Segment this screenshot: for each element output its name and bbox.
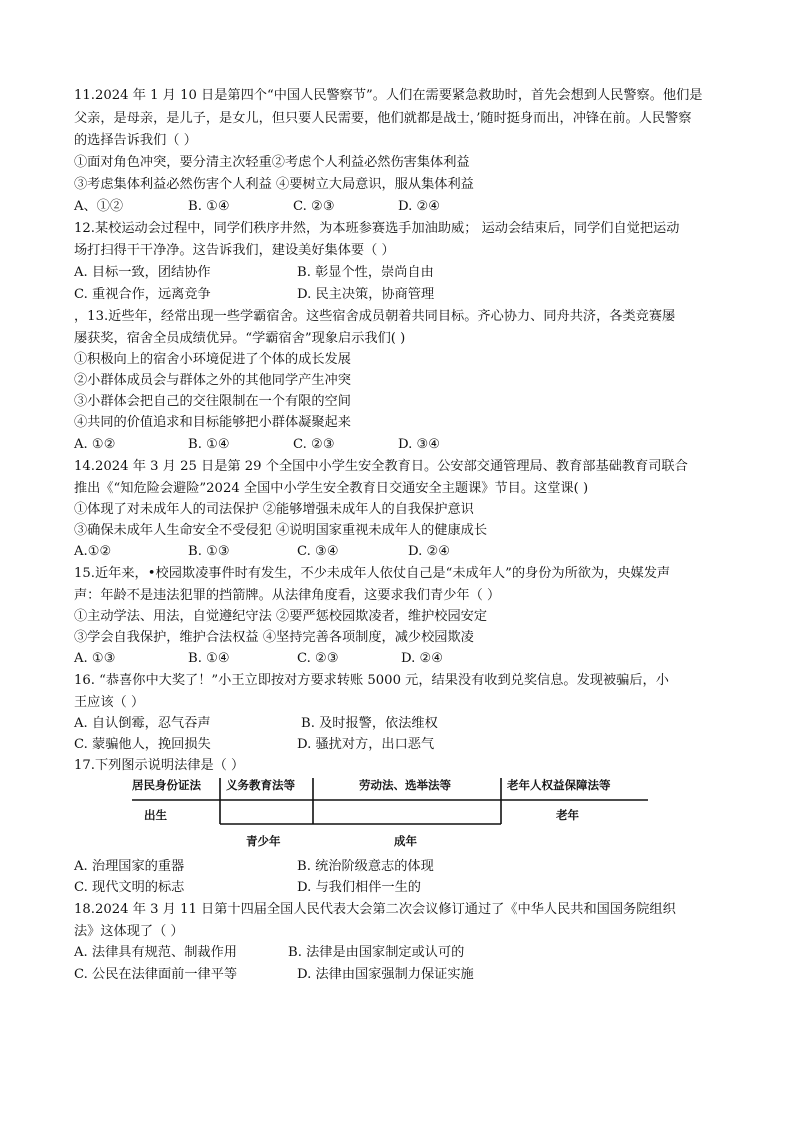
q11-line-2: 父亲，是母亲，是儿子，是女儿，但只要人民需要，他们就都是战士，’随时挺身而出，冲锋在前。人民警察 xyxy=(74,111,692,126)
law-life-timeline-diagram xyxy=(132,776,652,852)
q14-line-2: 推出《“知危险会避险”2024 全国中小学生安全教育日交通安全主题课》节目。这堂课( ) xyxy=(74,481,589,496)
q14-statements-2: ③确保未成年人生命安全不受侵犯 ④说明国家重视未成年人的健康成长 xyxy=(74,523,488,538)
q13-option-d: D. ③④ xyxy=(398,437,441,452)
q18-line-1: 18.2024 年 3 月 11 日第十四届全国人民代表大会第二次会议修订通过了《中华人民共和国国务院组织 xyxy=(74,902,676,917)
q16-option-a: A. 自认倒霉，忍气吞声 xyxy=(74,716,211,731)
q11-option-c: C. ②③ xyxy=(293,199,335,214)
q15-line-2: 声：年龄不是违法犯罪的挡箭牌。从法律角度看，这要求我们青少年（ ） xyxy=(74,588,501,603)
q18-option-b: B. 法律是由国家制定或认可的 xyxy=(288,945,465,960)
label-elderly-rights-law: 老年人权益保障法等 xyxy=(507,778,611,792)
q17-option-a: A. 治理国家的重器 xyxy=(74,859,185,874)
q13-statement-1: ①积极向上的宿舍小环境促进了个体的成长发展 xyxy=(74,352,351,367)
label-labor-election-law: 劳动法、选举法等 xyxy=(359,778,451,792)
q14-line-1: 14.2024 年 3 月 25 日是第 29 个全国中小学生安全教育日。公安部交通管理局、教育部基础教育司联合 xyxy=(74,459,688,474)
q16-option-c: C. 蒙骗他人，挽回损失 xyxy=(74,737,211,752)
q16-line-1: 16. “恭喜你中大奖了！”小王立即按对方要求转账 5000 元，结果没有收到兑奖信息。发现被骗后，小 xyxy=(74,673,669,688)
q15-option-b: B. ①④ xyxy=(188,651,230,666)
q13-option-c: C. ②③ xyxy=(293,437,335,452)
q13-statement-4: ④共同的价值追求和目标能够把小群体凝聚起来 xyxy=(74,415,351,430)
q15-statements-1: ①主动学法、用法，自觉遵纪守法 ②要严惩校园欺凌者，维护校园安定 xyxy=(74,609,488,624)
q17-option-c: C. 现代文明的标志 xyxy=(74,880,185,895)
q12-option-d: D. 民主决策，协商管理 xyxy=(297,287,435,302)
q14-option-d: D. ②④ xyxy=(408,544,451,559)
q15-option-a: A. ①③ xyxy=(74,651,116,666)
q13-line-2: 屡获奖，宿舍全员成绩优异。“学霸宿舍”现象启示我们( ) xyxy=(74,331,406,346)
label-compulsory-education-law: 义务教育法等 xyxy=(226,778,295,792)
q13-statement-2: ②小群体成员会与群体之外的其他同学产生冲突 xyxy=(74,373,351,388)
q11-option-a: A、①② xyxy=(74,199,124,214)
q13-option-b: B. ①④ xyxy=(188,437,230,452)
q15-line-1: 15.近年来，•校园欺凌事件时有发生，不少未成年人依仗自己是“未成年人”的身份为所欲为，央媒发声 xyxy=(74,566,671,581)
q18-option-c: C. 公民在法律面前一律平等 xyxy=(74,967,238,982)
label-old-age: 老年 xyxy=(556,808,579,822)
q14-statements-1: ①体现了对未成年人的司法保护 ②能够增强未成年人的自我保护意识 xyxy=(74,502,474,517)
q11-option-d: D. ②④ xyxy=(398,199,441,214)
q18-option-d: D. 法律由国家强制力保证实施 xyxy=(297,967,474,982)
q17-option-b: B. 统治阶级意志的体现 xyxy=(297,859,434,874)
q13-statement-3: ③小群体会把自己的交往限制在一个有限的空间 xyxy=(74,394,351,409)
q16-option-d: D. 骚扰对方，出口恶气 xyxy=(297,737,435,752)
q18-line-2: 法》这体现了（ ） xyxy=(74,924,184,939)
q13-option-a: A. ①② xyxy=(74,437,116,452)
q12-option-c: C. 重视合作，远离竞争 xyxy=(74,287,211,302)
label-adulthood: 成年 xyxy=(394,834,417,848)
q14-option-a: A.①② xyxy=(74,544,112,559)
q12-option-a: A. 目标一致，团结协作 xyxy=(74,265,211,280)
q16-line-2: 王应该（ ） xyxy=(74,695,145,710)
q15-statements-2: ③学会自我保护，维护合法权益 ④坚持完善各项制度，减少校园欺凌 xyxy=(74,630,474,645)
q12-option-b: B. 彰显个性，崇尚自由 xyxy=(297,265,434,280)
q11-statement-1: ①面对角色冲突，要分清主次轻重②考虑个人利益必然伤害集体利益 xyxy=(74,155,470,170)
q14-option-c: C. ③④ xyxy=(297,544,339,559)
q17-option-d: D. 与我们相伴一生的 xyxy=(297,880,421,895)
q11-option-b: B. ①④ xyxy=(188,199,230,214)
label-birth: 出生 xyxy=(144,808,167,822)
q14-option-b: B. ①③ xyxy=(188,544,230,559)
q17-line-1: 17.下列图示说明法律是（ ） xyxy=(74,758,245,773)
q15-option-c: C. ②③ xyxy=(297,651,339,666)
q11-line-3: 的选择告诉我们（ ） xyxy=(74,133,197,148)
q16-option-b: B. 及时报警，依法维权 xyxy=(301,716,438,731)
label-youth: 青少年 xyxy=(246,834,281,848)
q15-option-d: D. ②④ xyxy=(401,651,444,666)
label-id-card-law: 居民身份证法 xyxy=(132,778,201,792)
q11-statement-2: ③考虑集体利益必然伤害个人利益 ④要树立大局意识，服从集体利益 xyxy=(74,177,474,192)
q12-line-2: 场打扫得干干净净。这告诉我们，建设美好集体要（ ） xyxy=(74,243,395,258)
q12-line-1: 12.某校运动会过程中，同学们秩序井然，为本班参赛选手加油助威； 运动会结束后，同学们自觉把运动 xyxy=(74,221,680,236)
q11-line-1: 11.2024 年 1 月 10 日是第四个“中国人民警察节”。人们在需要紧急救助时，首先会想到人民警察。他们是 xyxy=(74,88,703,103)
q18-option-a: A. 法律具有规范、制裁作用 xyxy=(74,945,237,960)
q13-line-1: ，13.近些年，经常出现一些学霸宿舍。这些宿舍成员朝着共同目标。齐心协力、同舟共济，各类竞赛屡 xyxy=(74,309,676,324)
